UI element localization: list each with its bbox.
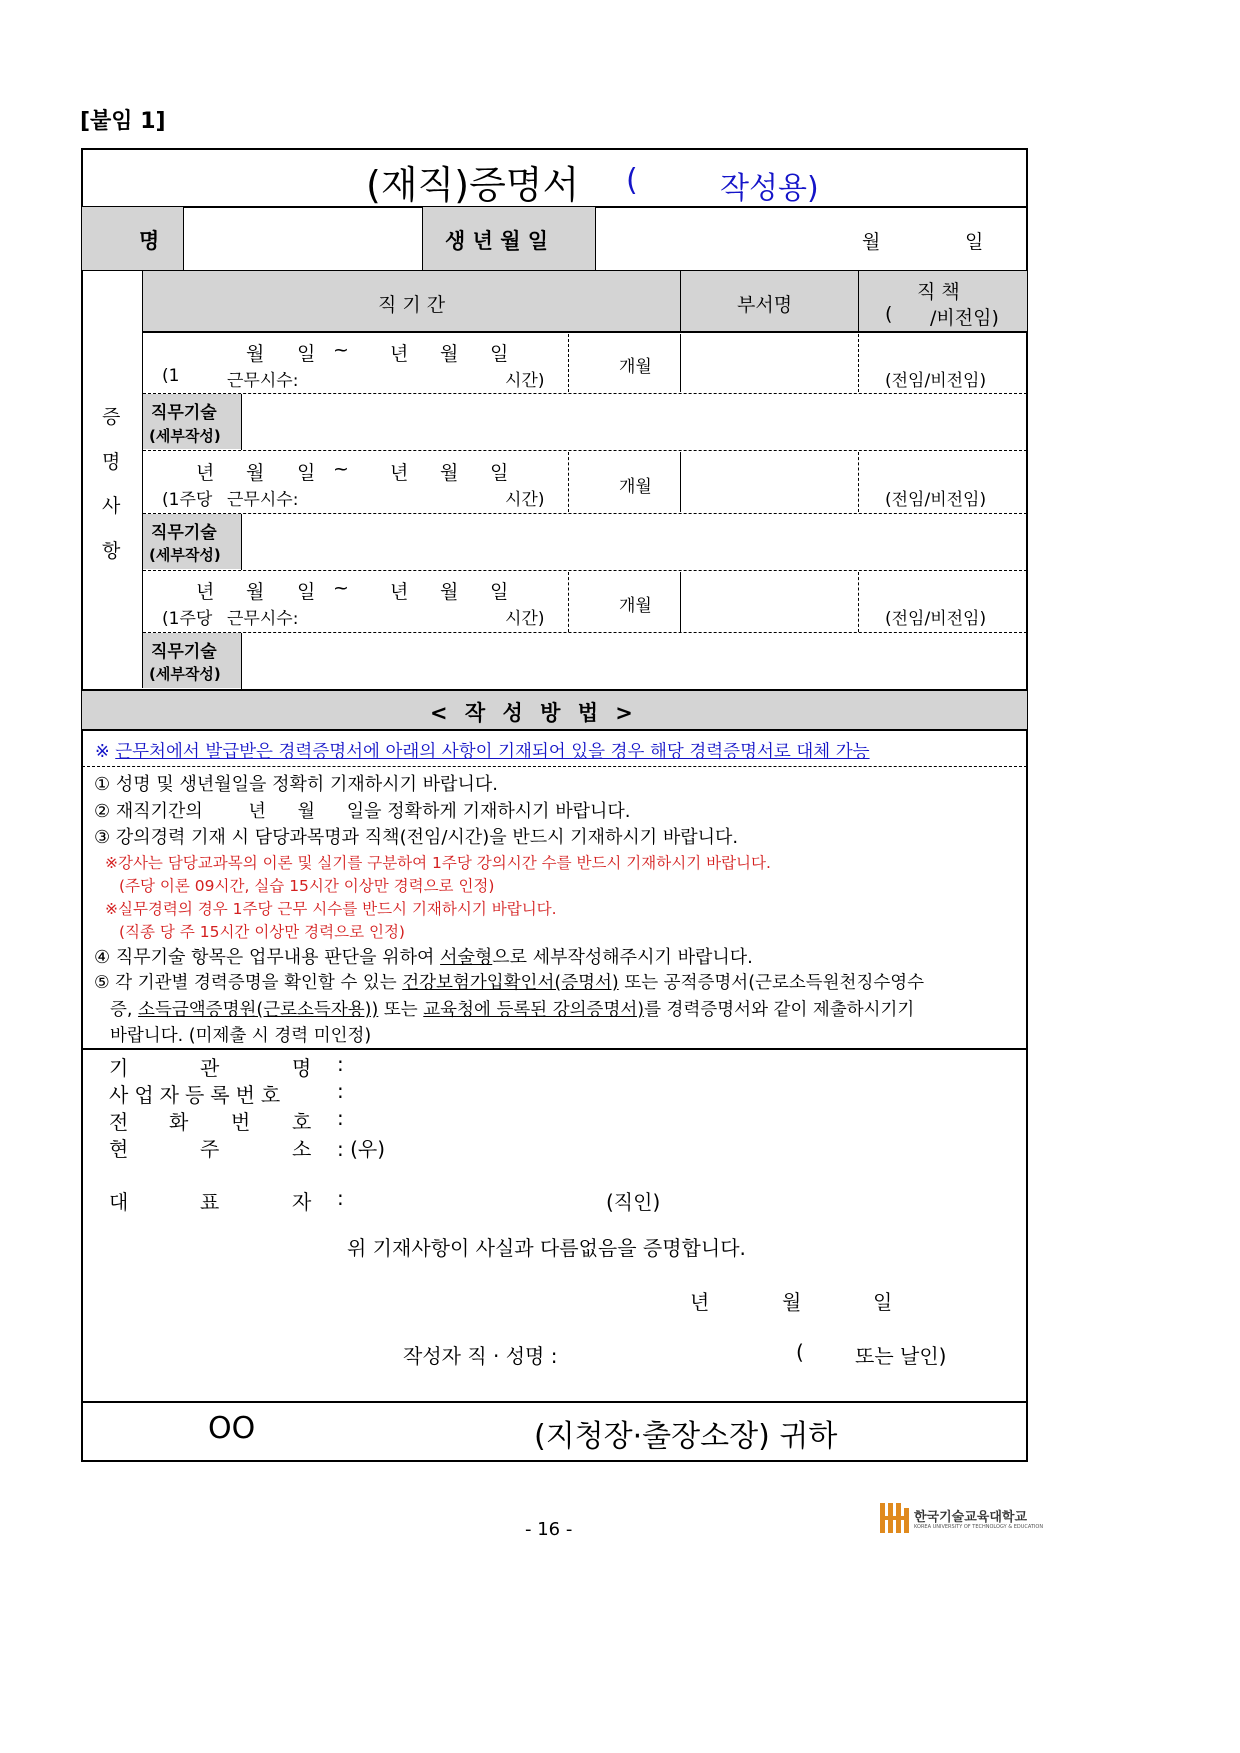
entry-1-skill-label-2: (세부작성) [149, 427, 221, 445]
entry-3-year-1: 년 [196, 581, 215, 603]
org-seal-label: (직인) [606, 1190, 661, 1214]
entry-1-month-2: 월 [440, 343, 459, 365]
birth-field[interactable] [596, 207, 1027, 270]
org-reg-colon: : [337, 1079, 344, 1103]
entry-2-hours-suffix: 시간) [505, 490, 545, 510]
birth-day-label: 일 [965, 231, 984, 253]
form-title-main: (재직)증명서 [366, 163, 580, 207]
instruction-red-4: (직종 당 주 15시간 이상만 경력으로 인정) [119, 923, 405, 941]
certify-text: 위 기재사항이 사실과 다름없음을 증명합니다. [347, 1236, 746, 1260]
recipient-prefix: OO [208, 1411, 256, 1446]
entry-2-months: 개월 [619, 477, 652, 497]
entry-3-tilde: ~ [333, 577, 349, 599]
entry-skill-field[interactable] [242, 394, 1027, 450]
org-name-field[interactable] [352, 1052, 952, 1078]
writer-sign-rest: 또는 날인) [855, 1344, 947, 1368]
entry-3-day-2: 일 [490, 581, 509, 603]
instruction-4-a: ④ 직무기술 항목은 업무내용 판단을 위하여 [94, 947, 435, 968]
method-header: < 작 성 방 법 > [430, 701, 633, 725]
header-duty-2-open: ( [885, 303, 893, 325]
header-duty-2-rest: /비전임) [930, 307, 999, 329]
side-label-2: 명 [102, 451, 121, 473]
instruction-4-c: 으로 세부작성해주시기 바랍니다. [492, 947, 753, 968]
entry-2-skill-label-1: 직무기술 [151, 523, 217, 543]
entry-dept-cell[interactable] [681, 452, 858, 512]
instruction-5-b: 건강보험가입확인서(증명서) [402, 973, 619, 993]
entry-2-tilde: ~ [333, 458, 349, 480]
divider [143, 450, 1027, 451]
divider [82, 1048, 1027, 1050]
instruction-5-a: ⑤ 각 기관별 경력증명을 확인할 수 있는 [94, 973, 397, 993]
writer-sign-open: ( [796, 1340, 804, 1364]
entry-2-year-2: 년 [390, 462, 409, 484]
entry-2-hours-prefix: (1주당 [162, 490, 213, 510]
entry-2-day-1: 일 [297, 462, 316, 484]
divider [858, 452, 859, 512]
instruction-4 [94, 943, 753, 969]
org-name-label-2: 관 [200, 1056, 220, 1080]
university-logo-sub: KOREA UNIVERSITY OF TECHNOLOGY & EDUCATION [914, 1524, 1044, 1530]
org-rep-label-1: 대 [109, 1190, 129, 1214]
org-phone-label-2: 화 [169, 1110, 189, 1134]
side-label-4: 항 [102, 540, 121, 562]
attachment-label: [붙임 1] [80, 109, 166, 134]
entry-2-skill-label-2: (세부작성) [149, 546, 221, 564]
divider [858, 334, 859, 392]
org-addr-prefix: : (우) [337, 1137, 386, 1161]
entry-1-skill-label-1: 직무기술 [151, 403, 217, 423]
entry-3-months: 개월 [619, 596, 652, 616]
org-rep-colon: : [337, 1186, 344, 1210]
org-addr-label-3: 소 [292, 1137, 312, 1161]
instruction-red-2: (주당 이론 09시간, 실습 15시간 이상만 경력으로 인정) [119, 877, 495, 895]
instruction-2-a: ② 재직기간의 [94, 801, 203, 822]
divider [82, 729, 1027, 731]
entry-2-month-1: 월 [246, 462, 265, 484]
notice-mark: ※ [95, 742, 110, 762]
instruction-1: ① 성명 및 생년월일을 정확히 기재하시기 바랍니다. [94, 774, 498, 795]
name-label-cell [82, 207, 183, 270]
entry-1-duty: (전임/비전임) [885, 371, 987, 391]
table-header-row [143, 271, 1027, 331]
university-logo-name: 한국기술교육대학교 [914, 1510, 1028, 1525]
instruction-5-c: 또는 공적증명서(근로소득원천징수영수 [624, 973, 925, 993]
divider [143, 570, 1027, 571]
entry-skill-field[interactable] [242, 633, 1027, 689]
instruction-2 [94, 797, 631, 823]
instruction-5-d: 증, [110, 1000, 133, 1020]
writer-field[interactable] [610, 1340, 790, 1366]
org-name-colon: : [337, 1052, 344, 1076]
form-title [366, 154, 579, 209]
side-label-1: 증 [102, 406, 121, 428]
org-phone-label-4: 호 [292, 1110, 312, 1134]
divider [858, 271, 859, 331]
entry-2-duty: (전임/비전임) [885, 490, 987, 510]
instruction-2-c: 월 [297, 801, 316, 822]
name-field[interactable] [184, 207, 422, 270]
org-phone-field[interactable] [352, 1106, 952, 1132]
entry-1-day-1: 일 [297, 343, 316, 365]
divider [568, 452, 569, 512]
date-year-label: 년 [690, 1290, 710, 1314]
page-number: - 16 - [525, 1519, 573, 1540]
org-name-label-3: 명 [292, 1056, 312, 1080]
title-suffix-label: 작성용) [720, 171, 819, 206]
instruction-4-b: 서술형 [440, 947, 493, 968]
entry-1-day-2: 일 [490, 343, 509, 365]
org-reg-field[interactable] [352, 1079, 952, 1105]
instruction-5-line-2 [110, 996, 914, 1021]
instruction-5-line-3: 바랍니다. (미제출 시 경력 미인정) [110, 1026, 372, 1046]
recipient-suffix: (지청장·출장소장) 귀하 [534, 1419, 838, 1454]
instruction-2-b: 년 [248, 801, 266, 822]
instruction-5 [94, 969, 924, 994]
notice-text: 근무처에서 발급받은 경력증명서에 아래의 사항이 기재되어 있을 경우 해당 경력증명서로 대체 가능 [115, 742, 870, 762]
entry-1-hours-suffix: 시간) [505, 371, 545, 391]
entry-3-month-1: 월 [246, 581, 265, 603]
entry-3-hours-prefix: (1주당 [162, 609, 213, 629]
name-label: 명 [139, 229, 160, 253]
entry-1-hours-label: 근무시수: [227, 371, 299, 391]
org-addr-label-1: 현 [109, 1137, 129, 1161]
divider [568, 334, 569, 392]
divider [82, 1401, 1027, 1403]
entry-3-hours-suffix: 시간) [505, 609, 545, 629]
birth-label: 생 년 월 일 [445, 229, 549, 253]
writer-label: 작성자 직 · 성명 : [403, 1344, 558, 1368]
divider [143, 331, 1027, 333]
birth-month-label: 월 [862, 231, 881, 253]
org-reg-label: 사업자등록번호 [109, 1083, 287, 1107]
divider [858, 572, 859, 632]
side-label-3: 사 [102, 495, 121, 517]
entry-3-month-2: 월 [440, 581, 459, 603]
entry-2-month-2: 월 [440, 462, 459, 484]
instruction-5-e: 소득금액증명원(근로소득자용)) [138, 1000, 379, 1020]
org-rep-field[interactable] [352, 1186, 592, 1212]
org-rep-label-3: 자 [292, 1190, 312, 1214]
entry-3-hours-label: 근무시수: [227, 609, 299, 629]
entry-2-year-1: 년 [196, 462, 215, 484]
divider [568, 572, 569, 632]
entry-3-duty: (전임/비전임) [885, 609, 987, 629]
instruction-5-h: 를 경력증명서와 같이 제출하시기기 [644, 1000, 915, 1020]
instruction-2-d: 일을 정확하게 기재하시기 바랍니다. [346, 801, 631, 822]
org-rep-label-2: 표 [200, 1190, 220, 1214]
org-addr-label-2: 주 [200, 1137, 220, 1161]
entry-1-hours-prefix: (1 [162, 366, 180, 386]
org-phone-label-1: 전 [109, 1110, 129, 1134]
university-logo [878, 1500, 918, 1536]
instruction-red-1: ※강사는 담당교과목의 이론 및 실기를 구분하여 1주당 강의시간 수를 반드시 기재하시기 바랍니다. [105, 854, 771, 872]
entry-2-day-2: 일 [490, 462, 509, 484]
divider [82, 766, 1027, 767]
entry-1-months: 개월 [619, 357, 652, 377]
university-logo-icon [878, 1500, 918, 1536]
notice [95, 738, 870, 763]
entry-1-month-1: 월 [246, 343, 265, 365]
instruction-3: ③ 강의경력 기재 시 담당과목명과 직책(전임/시간)을 반드시 기재하시기 바랍니다. [94, 827, 739, 848]
header-period: 직 기 간 [378, 294, 446, 316]
entry-dept-cell[interactable] [681, 572, 858, 632]
instruction-5-f: 또는 [383, 1000, 418, 1020]
org-addr-field[interactable] [400, 1133, 952, 1159]
org-phone-colon: : [337, 1106, 344, 1130]
entry-skill-field[interactable] [242, 514, 1027, 570]
org-name-label-1: 기 [109, 1056, 129, 1080]
header-dept: 부서명 [737, 294, 793, 316]
instruction-red-3: ※실무경력의 경우 1주당 근무 시수를 반드시 기재하시기 바랍니다. [105, 900, 557, 918]
entry-3-skill-label-1: 직무기술 [151, 642, 217, 662]
title-suffix-open: ( [626, 163, 638, 198]
entry-dept-cell[interactable] [681, 334, 858, 392]
entry-3-day-1: 일 [297, 581, 316, 603]
entry-2-hours-label: 근무시수: [227, 490, 299, 510]
entry-1-tilde: ~ [333, 339, 349, 361]
divider [422, 207, 423, 270]
divider [680, 271, 681, 331]
entry-3-year-2: 년 [390, 581, 409, 603]
header-duty-1: 직 책 [917, 281, 960, 303]
instruction-5-g: 교육청에 등록된 강의증명서) [423, 1000, 645, 1020]
entry-3-skill-label-2: (세부작성) [149, 665, 221, 683]
org-phone-label-3: 번 [231, 1110, 251, 1134]
entry-1-year-2: 년 [390, 343, 409, 365]
date-day-label: 일 [873, 1290, 893, 1314]
date-month-label: 월 [782, 1290, 802, 1314]
